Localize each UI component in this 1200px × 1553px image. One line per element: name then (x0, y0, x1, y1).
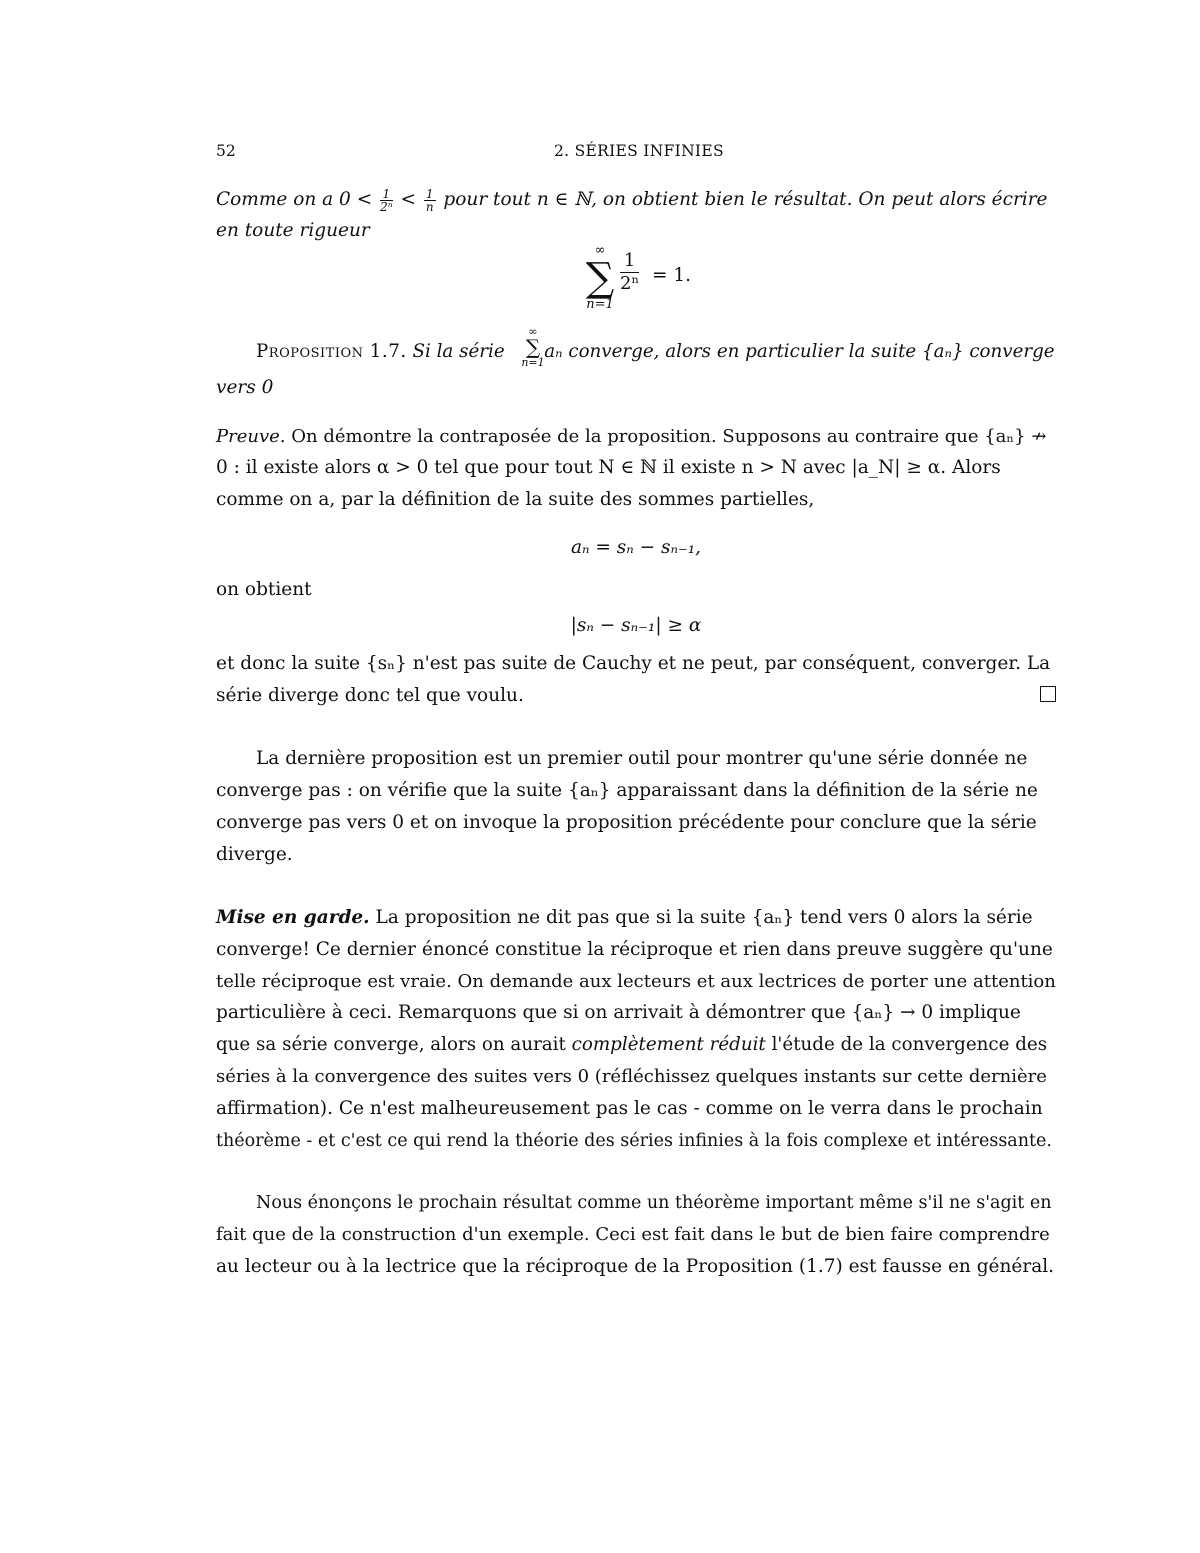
sum-upper-limit: ∞ (594, 243, 606, 258)
equation-partial-sums: aₙ = sₙ − sₙ₋₁, (570, 537, 702, 558)
fraction-1-over-n (424, 188, 436, 213)
proof-line-5: et donc la suite {sₙ} n'est pas suite de Cauchy et ne peut, par conséquent, converger. La (216, 653, 1051, 674)
qed-square-icon (1040, 686, 1056, 702)
warning-text: La proposition ne dit pas que si la suite {aₙ} tend vers 0 alors la série (375, 907, 1033, 928)
para2-line-1: La dernière proposition est un premier outil pour montrer qu'une série donnée ne (256, 748, 1028, 769)
proof-line-4: on obtient (216, 579, 312, 600)
warning-line-8: théorème - et c'est ce qui rend la théorie des séries infinies à la fois complexe et intéressante. (216, 1131, 1052, 1151)
warning-line-1 (216, 902, 1056, 934)
proof-text: On démontre la contraposée de la proposition. Supposons au contraire que {aₙ} ↛ (291, 426, 1047, 447)
running-header: 2. SÉRIES INFINIES (554, 142, 724, 160)
proposition-label: Proposition 1.7. (256, 341, 407, 362)
fraction-denominator: 2ⁿ (380, 199, 393, 214)
page-number: 52 (216, 142, 236, 160)
equation-numerator: 1 (620, 250, 639, 273)
sum-lower-limit: n=1 (521, 356, 545, 369)
warning-emphasis: complètement réduit (571, 1034, 766, 1055)
sigma-glyph: ∑ (525, 335, 541, 359)
sum-upper-limit: ∞ (528, 325, 538, 338)
intro-line-2: en toute rigueur (216, 220, 370, 241)
warning-text-a: que sa série converge, alors on aurait (216, 1034, 566, 1055)
intro-text-b: pour tout n ∈ ℕ, on obtient bien le résultat. On peut alors écrire (443, 189, 1048, 210)
proof-line-2: 0 : il existe alors α > 0 tel que pour tout N ∈ ℕ il existe n > N avec |a_N| ≥ α. Alors (216, 457, 1001, 478)
warning-line-6: séries à la convergence des suites vers 0 (réfléchissez quelques instants sur cette dernière (216, 1066, 1047, 1087)
warning-line-7: affirmation). Ce n'est malheureusement pas le cas - comme on le verra dans le prochain (216, 1098, 1043, 1119)
equation-denominator: 2ⁿ (620, 273, 640, 294)
warning-text-b: l'étude de la convergence des (771, 1034, 1048, 1055)
warning-line-2: converge! Ce dernier énoncé constitue la réciproque et rien dans preuve suggère qu'une (216, 939, 1053, 960)
proposition-text-b: aₙ converge, alors en particulier la suite {aₙ} converge (544, 341, 1055, 362)
para2-line-3: converge pas vers 0 et on invoque la proposition précédente pour conclure que la série (216, 812, 1037, 833)
para3-line-1: Nous énonçons le prochain résultat comme un théorème important même s'il ne s'agit en (256, 1193, 1052, 1213)
para3-line-2: fait que de la construction d'un exemple. Ceci est fait dans le but de bien faire comprendre (216, 1224, 1050, 1245)
para3-line-3: au lecteur ou à la lectrice que la réciproque de la Proposition (1.7) est fausse en général. (216, 1256, 1055, 1277)
warning-line-5 (216, 1029, 1056, 1061)
fraction-1-over-2n (380, 188, 393, 213)
equation-rhs: = 1. (652, 265, 692, 286)
proposition-sum-symbol (520, 326, 546, 368)
warning-line-4: particulière à ceci. Remarquons que si on arrivait à démontrer que {aₙ} → 0 implique (216, 1002, 1021, 1023)
fraction-numerator: 1 (380, 188, 393, 201)
proof-line-1 (216, 421, 1056, 453)
proof-line-6 (216, 680, 1056, 712)
sum-lower-limit: n=1 (586, 297, 614, 312)
proposition-line-1 (216, 336, 1056, 368)
equation-fraction (620, 250, 639, 295)
proof-label: Preuve. (216, 426, 286, 447)
less-than: < (400, 189, 416, 210)
warning-line-3: telle réciproque est vraie. On demande aux lecteurs et aux lectrices de porter une attention (216, 971, 1056, 992)
sum-symbol (580, 244, 620, 312)
proof-line-3: comme on a, par la définition de la suite des sommes partielles, (216, 489, 815, 510)
sigma-glyph: ∑ (585, 255, 615, 301)
intro-line-1 (216, 184, 1056, 216)
para2-line-2: converge pas : on vérifie que la suite {aₙ} apparaissant dans la définition de la série ne (216, 780, 1038, 801)
fraction-denominator: n (425, 199, 434, 214)
proof-conclusion: série diverge donc tel que voulu. (216, 685, 524, 706)
proposition-text-a: Si la série (412, 341, 505, 362)
proposition-line-2: vers 0 (216, 377, 274, 398)
fraction-numerator: 1 (425, 186, 434, 201)
intro-text-a: Comme on a 0 < (216, 189, 373, 210)
equation-inequality: |sₙ − sₙ₋₁| ≥ α (570, 615, 702, 636)
para2-line-4: diverge. (216, 844, 293, 865)
warning-label: Mise en garde. (216, 907, 370, 928)
